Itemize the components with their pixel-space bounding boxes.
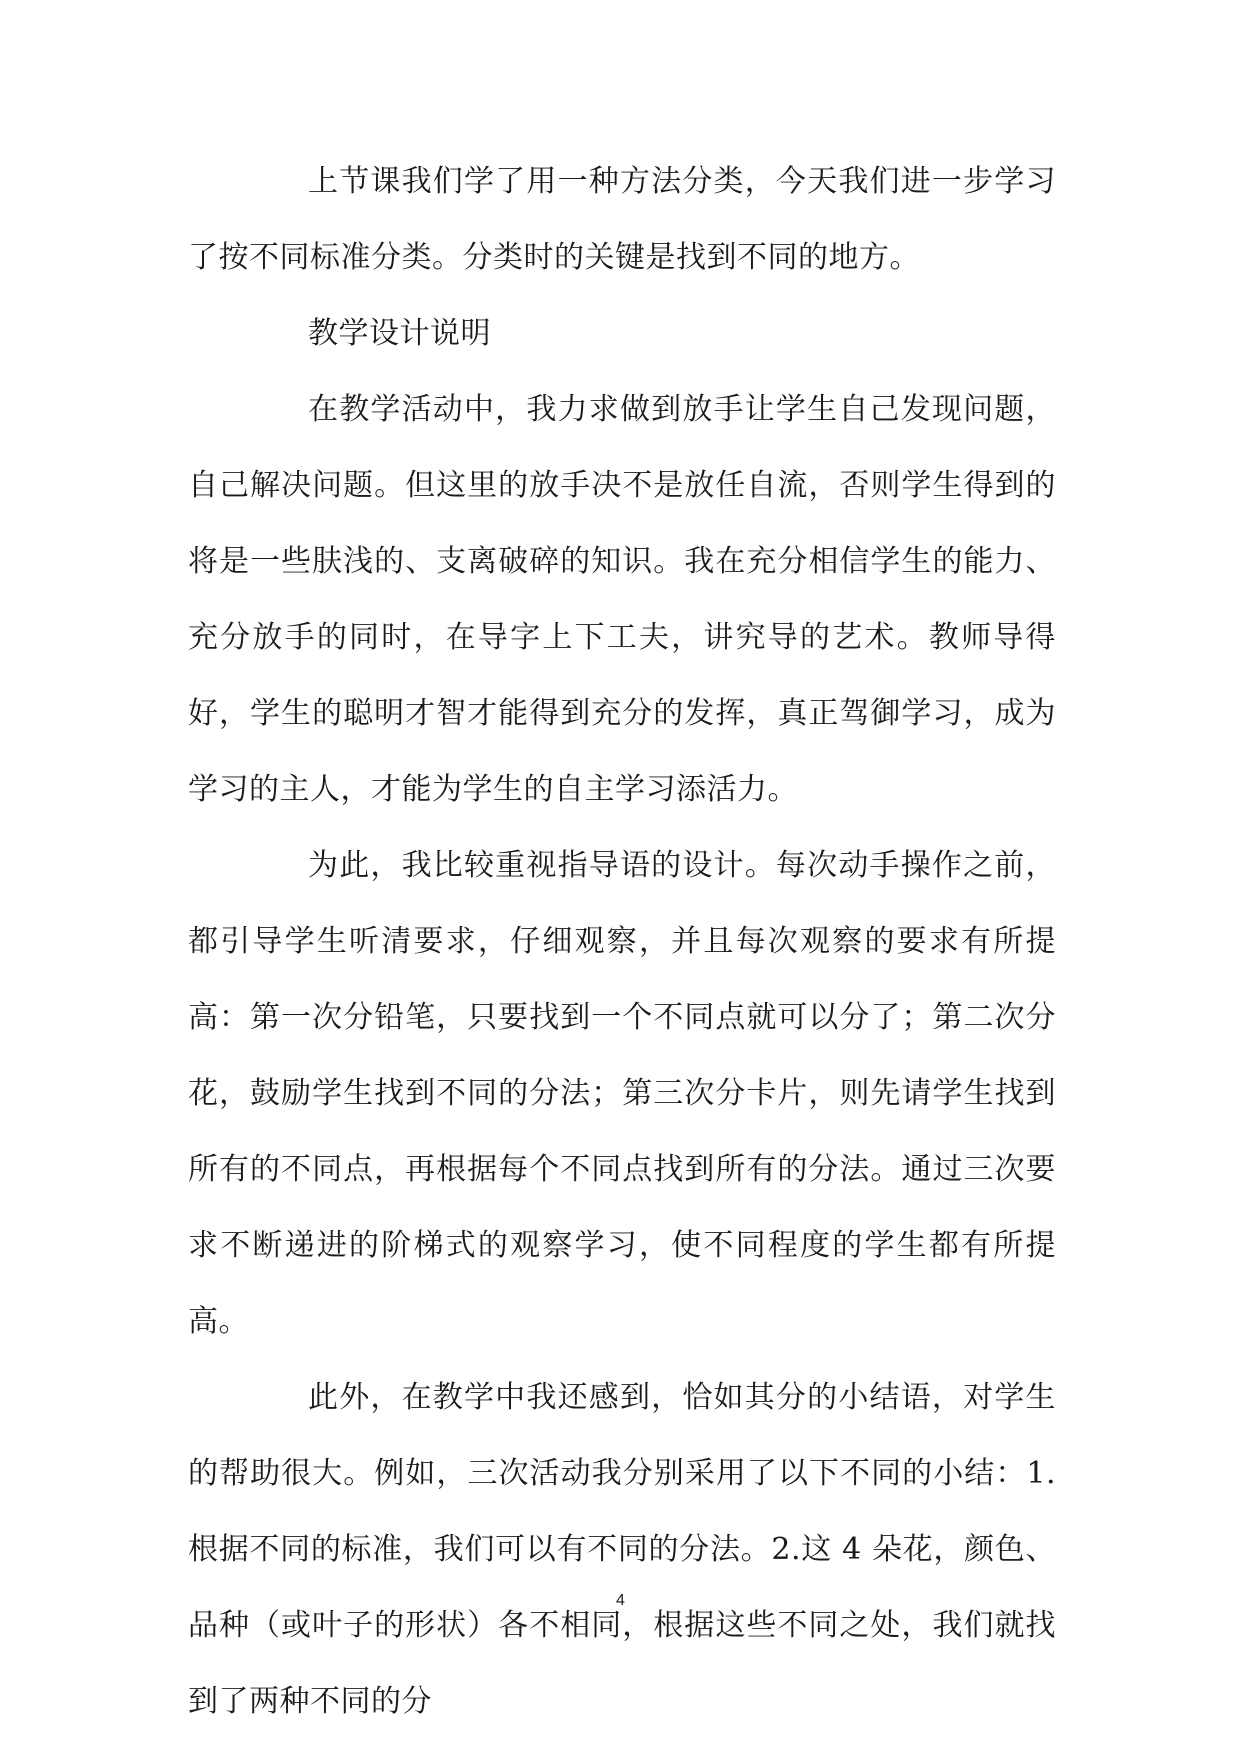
paragraph-summary: 上节课我们学了用一种方法分类，今天我们进一步学习了按不同标准分类。分类时的关键是找到不同的地方。: [188, 164, 1056, 275]
paragraph-teaching-activity: 在教学活动中，我力求做到放手让学生自己发现问题，自己解决问题。但这里的放手决不是放任自流，否则学生得到的将是一些肤浅的、支离破碎的知识。我在充分相信学生的能力、充分放手的同时，在导字上下工夫，讲究导的艺术。教师导得好，学生的聪明才智才能得到充分的发挥，真正驾御学习，成为学习的主人，才能为学生的自主学习添活力。: [188, 392, 1056, 807]
paragraph-guidance-design: 为此，我比较重视指导语的设计。每次动手操作之前，都引导学生听清要求，仔细观察，并且每次观察的要求有所提高：第一次分铅笔，只要找到一个不同点就可以分了；第二次分花，鼓励学生找到不同的分法；第三次分卡片，则先请学生找到所有的不同点，再根据每个不同点找到所有的分法。通过三次要求不断递进的阶梯式的观察学习，使不同程度的学生都有所提高。: [188, 848, 1056, 1339]
body-text: [188, 144, 1056, 1740]
section-heading: 教学设计说明: [308, 316, 491, 351]
paragraph-summary-language: 此外，在教学中我还感到，恰如其分的小结语，对学生的帮助很大。例如，三次活动我分别采用了以下不同的小结：1.根据不同的标准，我们可以有不同的分法。2.这 4 朵花，颜色、品种（或叶子的形状）各不相同，根据这些不同之处，我们就找到了两种不同的分: [188, 1380, 1056, 1719]
page-number: 4: [616, 1592, 625, 1609]
